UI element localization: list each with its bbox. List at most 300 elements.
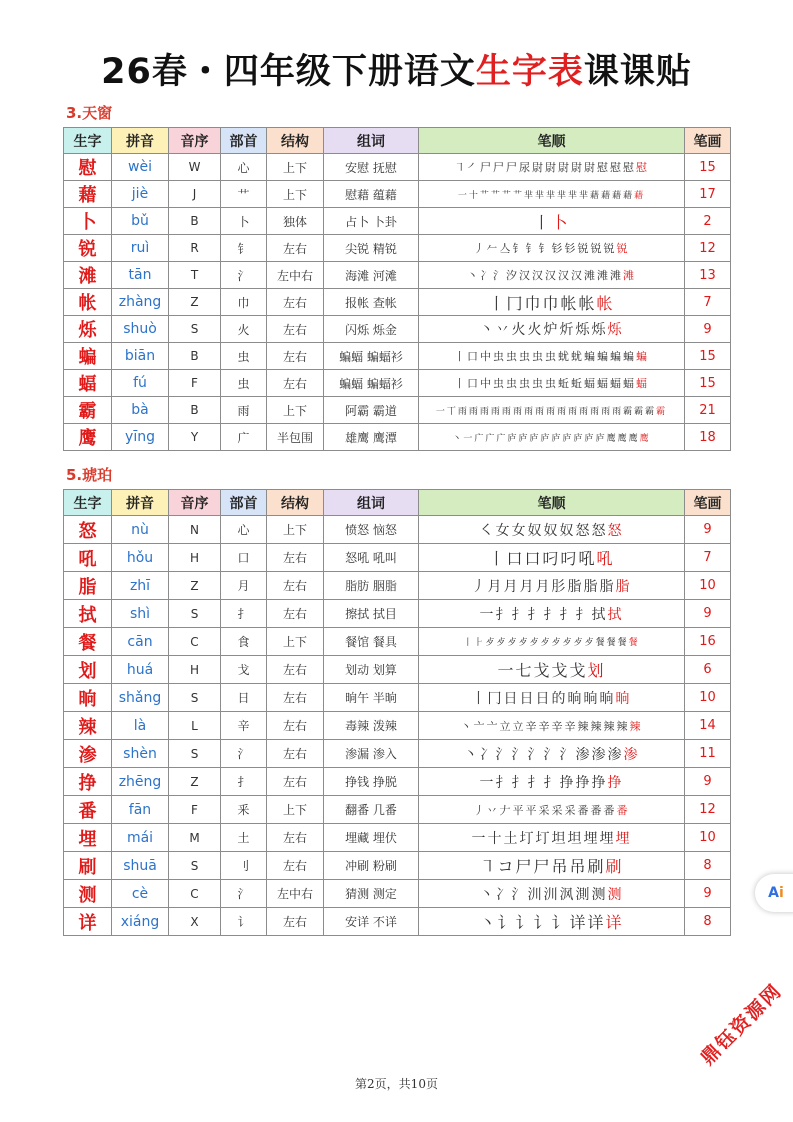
stroke-step: 庐 [562,433,572,444]
radical-cell: 巾 [221,289,267,316]
stroke-step: 滩 [623,269,634,282]
stroke-step: 尉 [532,161,543,174]
stroke-step: 冂 [506,293,523,313]
stroke-step: 藉 [590,190,600,201]
initial-cell: S [169,740,221,768]
stroke-step: 口 [524,549,541,568]
stroke-step: ㇛ [479,522,494,539]
stroke-step: 歺 [507,638,517,648]
header-order: 音序 [169,128,221,154]
stroke-count-cell: 13 [685,262,731,289]
stroke-step: 详 [605,913,622,932]
words-cell: 毒辣 泼辣 [324,712,419,740]
stroke-step: 渗 [591,746,606,763]
stroke-step: 讠 [515,913,532,932]
character-cell: 埋 [64,824,112,852]
character-cell: 锐 [64,235,112,262]
stroke-step: 巾 [524,293,541,313]
structure-cell: 上下 [267,181,324,208]
stroke-step: 蚯 [558,377,569,390]
stroke-step: 日 [503,690,518,707]
stroke-step: 歺 [485,638,495,648]
initial-cell: F [169,796,221,824]
stroke-step: 渗 [623,746,638,763]
stroke-step: 火 [527,322,542,338]
stroke-step: 钅 [538,242,550,255]
stroke-step: 圢 [519,830,534,847]
stroke-step: 采 [551,803,563,817]
stroke-step: 芈 [523,190,533,201]
words-cell: 海滩 河滩 [324,262,419,289]
stroke-step: 鹰 [606,433,616,444]
stroke-step: 丨 [488,293,505,313]
stroke-step: 尸 [480,161,491,174]
header-strokes: 笔顺 [419,490,685,516]
stroke-step: 帐 [560,293,577,313]
stroke-step: 吊 [569,857,586,876]
stroke-order-cell [419,684,685,712]
radical-cell: 钅 [221,235,267,262]
stroke-step: 氵 [543,746,558,763]
stroke-step: 蚘 [558,350,569,363]
stroke-step: 氵 [495,746,510,763]
stroke-step: ㇕ [479,857,496,876]
stroke-step: 雨 [501,406,511,417]
initial-cell: S [169,684,221,712]
pinyin-cell: yīng [112,424,169,451]
character-cell: 刷 [64,852,112,880]
stroke-step: 氵 [493,269,504,282]
ai-assistant-button[interactable] [755,874,793,912]
stroke-step: 采 [538,803,550,817]
words-cell: 脂肪 胭脂 [324,572,419,600]
title-tail: 课课贴 [583,52,692,92]
stroke-step: 雨 [468,406,478,417]
stroke-step: 十 [487,830,502,847]
header-strokes: 笔顺 [419,128,685,154]
words-cell: 擦拭 拭目 [324,600,419,628]
radical-cell: 日 [221,684,267,712]
table-row [64,262,731,289]
stroke-step: 女 [511,522,526,539]
stroke-step: 霸 [623,406,633,417]
initial-cell: S [169,852,221,880]
structure-cell: 左右 [267,544,324,572]
stroke-step: 測 [575,886,590,903]
stroke-order-cell [419,768,685,796]
stroke-count-cell: 10 [685,684,731,712]
radical-cell: 扌 [221,768,267,796]
structure-cell: 左右 [267,712,324,740]
stroke-step: 一 [497,661,514,680]
stroke-step: 雨 [568,406,578,417]
pinyin-cell: zhàng [112,289,169,316]
stroke-step: 辛 [538,719,550,733]
stroke-step: 雨 [490,406,500,417]
stroke-step: 霸 [645,406,655,417]
table-row [64,740,731,768]
stroke-count-cell: 9 [685,880,731,908]
stroke-step: 日 [519,690,534,707]
initial-cell: T [169,262,221,289]
table-row [64,154,731,181]
character-cell: 怒 [64,516,112,544]
stroke-step: 广 [485,433,495,444]
stroke-step: 丨 [488,549,505,568]
stroke-count-cell: 2 [685,208,731,235]
stroke-count-cell: 10 [685,572,731,600]
stroke-step: 餐 [595,638,605,648]
stroke-step: 丶 [479,913,496,932]
radical-cell: 氵 [221,880,267,908]
stroke-step: 雨 [579,406,589,417]
stroke-step: 讠 [497,913,514,932]
stroke-order-cell [419,289,685,316]
stroke-step: 艹 [512,190,522,201]
stroke-step: 渗 [607,746,622,763]
table-row [64,181,731,208]
stroke-step: 怒 [575,522,590,539]
stroke-step: 歺 [529,638,539,648]
stroke-step: 巾 [542,293,559,313]
words-cell: 晌午 半晌 [324,684,419,712]
stroke-step: 钐 [564,242,576,255]
character-cell: 测 [64,880,112,908]
words-cell: 占卜 卜卦 [324,208,419,235]
radical-cell: 釆 [221,796,267,824]
stroke-order-cell [419,208,685,235]
initial-cell: Z [169,289,221,316]
stroke-step: 庐 [584,433,594,444]
stroke-step: 虫 [493,377,504,390]
character-cell: 卜 [64,208,112,235]
stroke-step: 虫 [545,377,556,390]
pinyin-cell: shuā [112,852,169,880]
stroke-step: 蝙 [636,350,647,363]
table-row [64,712,731,740]
stroke-step: 戈 [569,661,586,680]
structure-cell: 上下 [267,397,324,424]
stroke-count-cell: 8 [685,908,731,936]
stroke-step: 蝙 [623,350,634,363]
title-accent: 生字表 [475,52,584,92]
character-cell: 餐 [64,628,112,656]
stroke-step: 月 [519,578,534,595]
stroke-step: 歺 [562,638,572,648]
pinyin-cell: mái [112,824,169,852]
initial-cell: R [169,235,221,262]
stroke-step: 虫 [506,350,517,363]
header-radical: 部首 [221,490,267,516]
stroke-step: ⺊ [474,638,484,648]
radical-cell: 月 [221,572,267,600]
stroke-step: 脂 [567,578,582,595]
character-cell: 烁 [64,316,112,343]
character-cell: 滩 [64,262,112,289]
stroke-step: 平 [525,803,537,817]
stroke-step: 卜 [551,212,568,232]
stroke-step: 汉 [532,269,543,282]
stroke-step: 辣 [603,719,615,733]
stroke-step: 一 [471,830,486,847]
stroke-step: 划 [587,661,604,680]
section-label: 5.琥珀 [66,466,113,484]
words-cell: 埋藏 埋伏 [324,824,419,852]
pinyin-cell: xiáng [112,908,169,936]
stroke-step: 扌 [495,774,510,791]
stroke-step: 鹰 [617,433,627,444]
stroke-step: 吊 [551,857,568,876]
stroke-step: 艹 [490,190,500,201]
stroke-step: 尉 [558,161,569,174]
structure-cell: 左右 [267,572,324,600]
initial-cell: J [169,181,221,208]
stroke-step: 雨 [534,406,544,417]
stroke-step: 拭 [607,606,622,623]
stroke-step: 扌 [543,606,558,623]
stroke-step: 冫 [480,269,491,282]
stroke-order-cell [419,712,685,740]
stroke-count-cell: 11 [685,740,731,768]
stroke-step: 讠 [533,913,550,932]
stroke-step: 辣 [616,719,628,733]
stroke-step: 亠 [473,719,485,733]
radical-cell: 艹 [221,181,267,208]
stroke-step: 丶 [452,433,462,444]
pinyin-cell: zhēng [112,768,169,796]
stroke-step: 丷 [486,803,498,817]
pinyin-cell: bà [112,397,169,424]
header-structure: 结构 [267,128,324,154]
radical-cell: 火 [221,316,267,343]
stroke-step: 挣 [559,774,574,791]
stroke-step: 蝙 [584,350,595,363]
stroke-count-cell: 18 [685,424,731,451]
table-row [64,768,731,796]
character-table [63,489,731,936]
stroke-order-cell [419,316,685,343]
stroke-order-cell [419,235,685,262]
stroke-count-cell: 9 [685,516,731,544]
words-cell: 划动 划算 [324,656,419,684]
stroke-step: 芈 [579,190,589,201]
stroke-step: 扌 [511,774,526,791]
initial-cell: Z [169,572,221,600]
initial-cell: B [169,343,221,370]
stroke-order-cell [419,656,685,684]
page-title [0,44,793,94]
stroke-step: 丨 [471,690,486,707]
character-cell: 脂 [64,572,112,600]
initial-cell: S [169,316,221,343]
stroke-step: 帐 [578,293,595,313]
character-cell: 慰 [64,154,112,181]
stroke-step: 滩 [597,269,608,282]
stroke-step: 汌 [527,886,542,903]
radical-cell: 雨 [221,397,267,424]
title-main: 26春・四年级下册语文 [101,52,476,92]
stroke-step: ㇕ [454,161,465,174]
words-cell: 猜测 测定 [324,880,419,908]
stroke-step: 晌 [599,690,614,707]
initial-cell: F [169,370,221,397]
structure-cell: 左中右 [267,880,324,908]
table-row [64,370,731,397]
character-cell: 鹰 [64,424,112,451]
words-cell: 愤怒 恼怒 [324,516,419,544]
stroke-step: 尉 [545,161,556,174]
stroke-step: 雨 [512,406,522,417]
stroke-step: 女 [495,522,510,539]
stroke-step: 汉 [545,269,556,282]
stroke-order-cell [419,796,685,824]
stroke-step: 汉 [558,269,569,282]
stroke-step: 鹰 [628,433,638,444]
structure-cell: 左右 [267,316,324,343]
stroke-step: 锐 [603,242,615,255]
structure-cell: 左右 [267,656,324,684]
stroke-step: 蚘 [571,350,582,363]
stroke-step: 芈 [545,190,555,201]
initial-cell: W [169,154,221,181]
stroke-count-cell: 21 [685,397,731,424]
character-cell: 帐 [64,289,112,316]
stroke-order-cell [419,262,685,289]
stroke-step: 埋 [583,830,598,847]
stroke-step: 辣 [577,719,589,733]
pinyin-cell: là [112,712,169,740]
stroke-step: 氵 [511,746,526,763]
stroke-step: 中 [480,350,491,363]
radical-cell: 土 [221,824,267,852]
stroke-step: 番 [603,803,615,817]
ai-icon-a: A [768,885,780,901]
structure-cell: 左右 [267,343,324,370]
stroke-order-cell [419,600,685,628]
stroke-step: 艹 [479,190,489,201]
stroke-step: 一 [479,606,494,623]
stroke-step: 虫 [493,350,504,363]
radical-cell: 口 [221,544,267,572]
structure-cell: 左中右 [267,262,324,289]
character-cell: 蝙 [64,343,112,370]
radical-cell: 食 [221,628,267,656]
stroke-step: 钅 [525,242,537,255]
stroke-step: 慰 [610,161,621,174]
stroke-step: 圢 [535,830,550,847]
words-cell: 蝙蝠 蝙蝠衫 [324,370,419,397]
stroke-step: 亼 [499,242,511,255]
structure-cell: 上下 [267,154,324,181]
stroke-order-cell [419,370,685,397]
character-cell: 拭 [64,600,112,628]
stroke-step: 冫 [479,746,494,763]
pinyin-cell: zhī [112,572,169,600]
page-footer: 第2页，共10页 [355,1077,438,1091]
stroke-step: 虫 [532,350,543,363]
stroke-step: 氵 [527,746,542,763]
stroke-step: 藉 [601,190,611,201]
section-label: 3.天窗 [66,104,113,122]
stroke-order-cell [419,824,685,852]
stroke-count-cell: 6 [685,656,731,684]
pinyin-cell: bǔ [112,208,169,235]
initial-cell: S [169,600,221,628]
structure-cell: 左右 [267,852,324,880]
words-cell: 阿霸 霸道 [324,397,419,424]
stroke-step: 奴 [559,522,574,539]
stroke-step: 吼 [596,549,613,568]
stroke-step: 蝠 [623,377,634,390]
stroke-step: 滩 [584,269,595,282]
radical-cell: 刂 [221,852,267,880]
stroke-step: 渗 [575,746,590,763]
stroke-step: 尉 [571,161,582,174]
stroke-step: 烁 [575,322,590,338]
character-cell: 挣 [64,768,112,796]
stroke-step: 番 [590,803,602,817]
stroke-step: 蚯 [571,377,582,390]
structure-cell: 上下 [267,628,324,656]
stroke-step: 一 [435,406,445,417]
stroke-step: 叼 [560,549,577,568]
stroke-step: 平 [512,803,524,817]
stroke-step: 丶 [479,886,494,903]
stroke-step: 尸 [515,857,532,876]
stroke-step: 尸 [493,161,504,174]
stroke-step: 晌 [583,690,598,707]
stroke-step: 餐 [628,638,638,648]
stroke-step: 日 [535,690,550,707]
table-row [64,289,731,316]
radical-cell: 广 [221,424,267,451]
stroke-step: 详 [569,913,586,932]
character-cell: 蝠 [64,370,112,397]
stroke-step: 雨 [457,406,467,417]
header-pinyin: 拼音 [112,128,169,154]
stroke-step: 拭 [591,606,606,623]
stroke-step: 辣 [590,719,602,733]
stroke-step: 虫 [532,377,543,390]
stroke-count-cell: 10 [685,824,731,852]
stroke-step: 广 [496,433,506,444]
character-cell: 藉 [64,181,112,208]
words-cell: 安慰 抚慰 [324,154,419,181]
header-count: 笔画 [685,490,731,516]
character-cell: 晌 [64,684,112,712]
words-cell: 渗漏 渗入 [324,740,419,768]
stroke-step: 芈 [557,190,567,201]
stroke-step: 汉 [519,269,530,282]
stroke-step: 挣 [607,774,622,791]
radical-cell: 讠 [221,908,267,936]
stroke-count-cell: 7 [685,544,731,572]
stroke-step: 扌 [559,606,574,623]
table-row [64,628,731,656]
stroke-step: 歺 [540,638,550,648]
stroke-step: 扌 [495,606,510,623]
stroke-step: 冂 [487,690,502,707]
header-char: 生字 [64,490,112,516]
stroke-step: 汌 [543,886,558,903]
stroke-step: 芈 [568,190,578,201]
pinyin-cell: shèn [112,740,169,768]
stroke-count-cell: 15 [685,343,731,370]
stroke-step: 口 [467,377,478,390]
stroke-step: 叼 [542,549,559,568]
stroke-step: 月 [487,578,502,595]
stroke-step: 歺 [573,638,583,648]
